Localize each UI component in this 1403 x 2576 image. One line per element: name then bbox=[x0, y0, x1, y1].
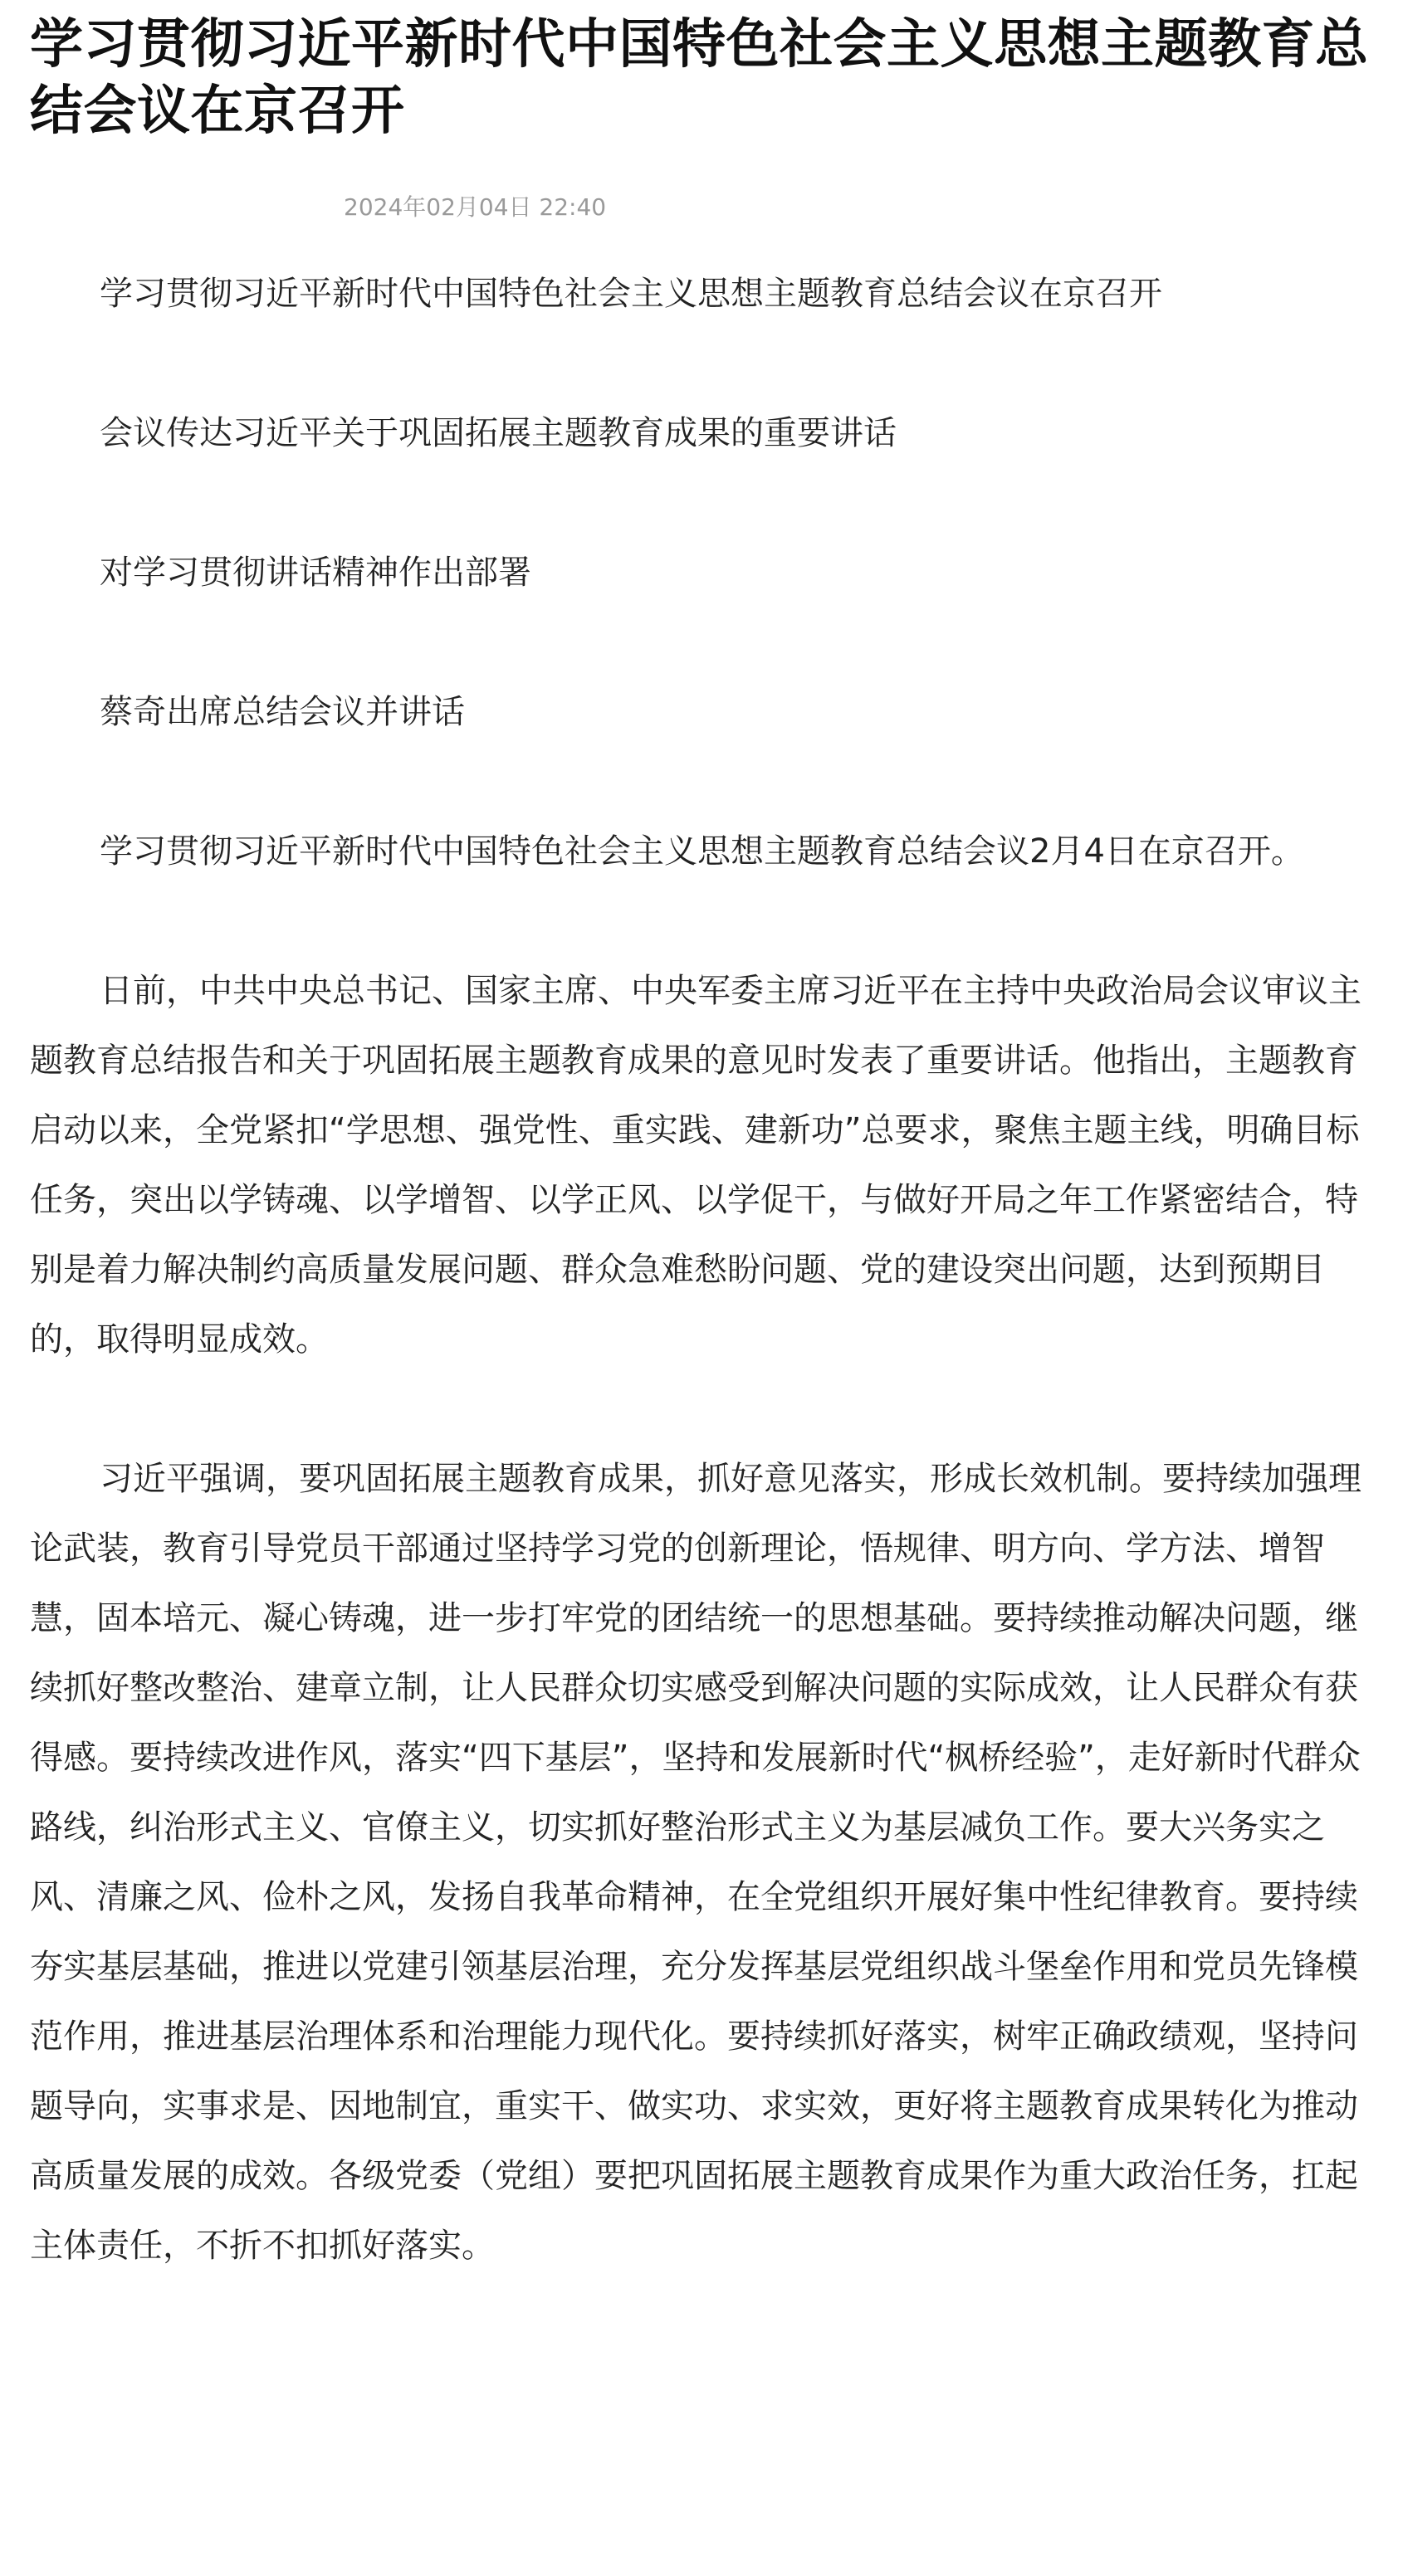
article-title: 学习贯彻习近平新时代中国特色社会主义思想主题教育总结会议在京召开 bbox=[30, 14, 1369, 142]
article-body bbox=[30, 259, 1385, 2281]
paragraph-subtitle-4: 蔡奇出席总结会议并讲话 bbox=[100, 693, 465, 731]
paragraph-subtitle-3: 对学习贯彻讲话精神作出部署 bbox=[100, 554, 531, 592]
paragraph-lead: 学习贯彻习近平新时代中国特色社会主义思想主题教育总结会议2月4日在京召开。 bbox=[100, 832, 1304, 871]
article bbox=[30, 0, 1385, 2281]
paragraph-body-1: 日前，中共中央总书记、国家主席、中央军委主席习近平在主持中央政治局会议审议主题教育总结报告和关于巩固拓展主题教育成果的意见时发表了重要讲话。他指出，主题教育启动以来，全党紧扣“学思想、强党性、重实践、建新功”总要求，聚焦主题主线，明确目标任务，突出以学铸魂、以学增智、以学正风、以学促干，与做好开局之年工作紧密结合，特别是着力解决制约高质量发展问题、群众急难愁盼问题、党的建设突出问题，达到预期目的，取得明显成效。 bbox=[30, 972, 1361, 1359]
paragraph-body-2: 习近平强调，要巩固拓展主题教育成果，抓好意见落实，形成长效机制。要持续加强理论武装，教育引导党员干部通过坚持学习党的创新理论，悟规律、明方向、学方法、增智慧，固本培元、凝心铸魂，进一步打牢党的团结统一的思想基础。要持续推动解决问题，继续抓好整改整治、建章立制，让人民群众切实感受到解决问题的实际成效，让人民群众有获得感。要持续改进作风，落实“四下基层”，坚持和发展新时代“枫桥经验”，走好新时代群众路线，纠治形式主义、官僚主义，切实抓好整治形式主义为基层减负工作。要大兴务实之风、清廉之风、俭朴之风，发扬自我革命精神，在全党组织开展好集中性纪律教育。要持续夯实基层基础，推进以党建引领基层治理，充分发挥基层党组织战斗堡垒作用和党员先锋模范作用，推进基层治理体系和治理能力现代化。要持续抓好落实，树牢正确政绩观，坚持问题导向，实事求是、因地制宜，重实干、做实功、求实效，更好将主题教育成果转化为推动高质量发展的成效。各级党委（党组）要把巩固拓展主题教育成果作为重大政治任务，扛起主体责任，不折不扣抓好落实。 bbox=[30, 1460, 1361, 2265]
publish-timestamp: 2024年02月04日 22:40 bbox=[344, 193, 607, 221]
paragraph-subtitle-2: 会议传达习近平关于巩固拓展主题教育成果的重要讲话 bbox=[100, 414, 897, 452]
paragraph-subtitle-1: 学习贯彻习近平新时代中国特色社会主义思想主题教育总结会议在京召开 bbox=[100, 275, 1162, 313]
